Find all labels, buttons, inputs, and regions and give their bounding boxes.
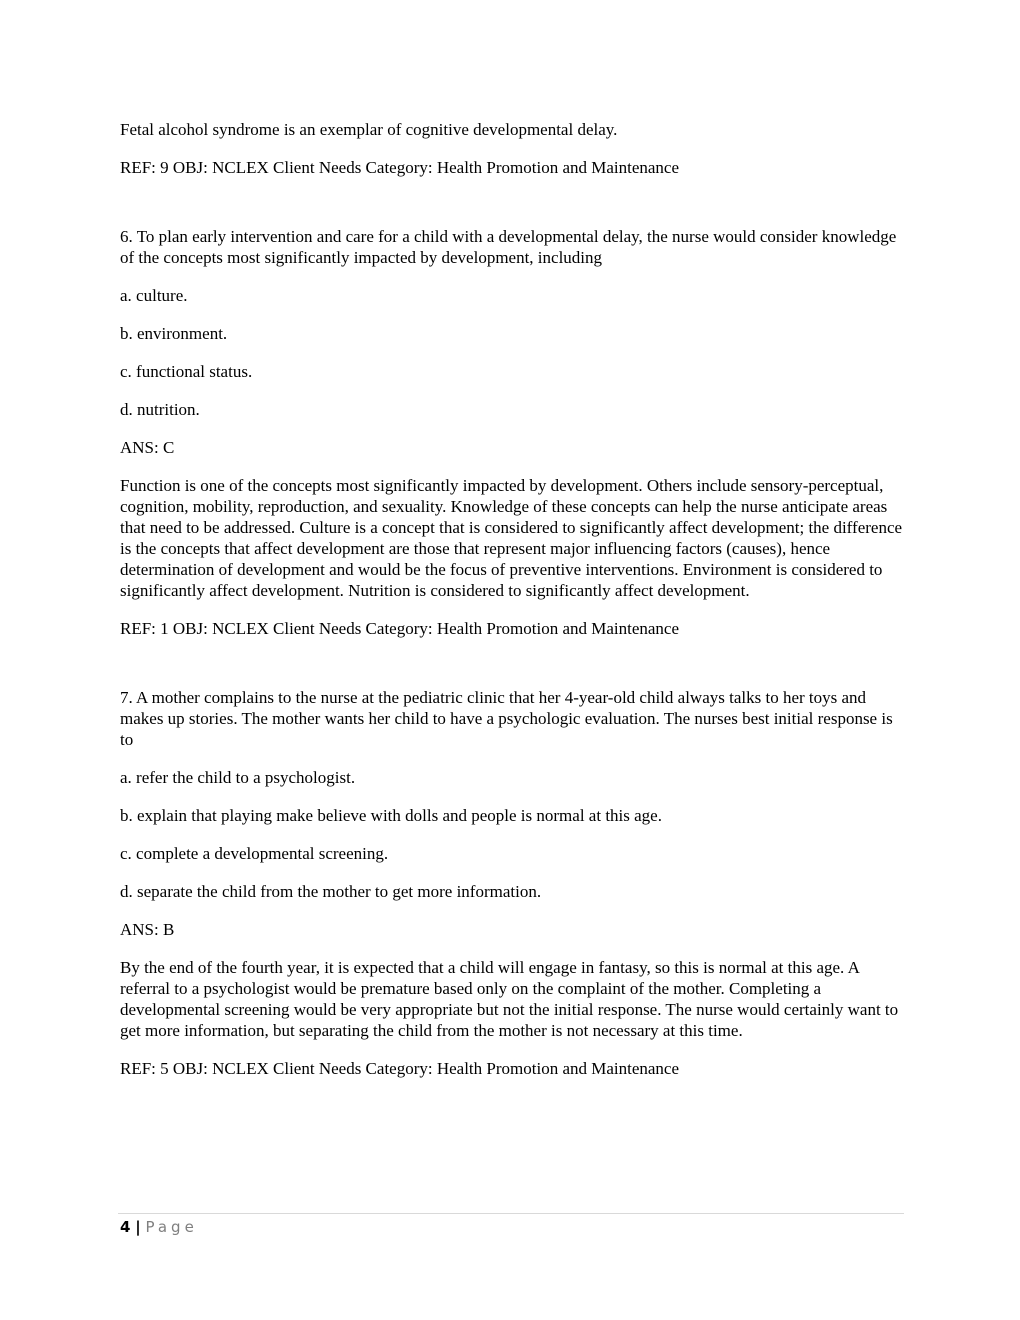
footer-separator: | <box>135 1218 141 1236</box>
reference-line: REF: 5 OBJ: NCLEX Client Needs Category: Health Promotion and Maintenance <box>120 1059 680 1078</box>
answer-key: ANS: C <box>120 438 175 457</box>
rationale-text: Function is one of the concepts most significantly impacted by development. Others include sensory-perceptual, cognition, mobility, reproduction, and sexuality. Knowledge of these concepts can help the nurse anticipate areas that need to be addressed. Culture is a concept that is considered to significantly affect development; the difference is the concepts that affect development are those that represent major influencing factors (causes), hence determination of development and would be the focus of preventive interventions. Environment is considered to significantly affect development. Nutrition is considered to significantly affect development. <box>120 476 903 600</box>
reference-line: REF: 1 OBJ: NCLEX Client Needs Category: Health Promotion and Maintenance <box>120 619 680 638</box>
answer-option: d. separate the child from the mother to get more information. <box>120 882 542 901</box>
question-stem: 7. A mother complains to the nurse at the pediatric clinic that her 4-year-old child always talks to her toys and makes up stories. The mother wants her child to have a psychologic evaluation. The nurses best initial response is to <box>120 688 893 749</box>
answer-option: c. complete a developmental screening. <box>120 844 389 863</box>
answer-option: b. explain that playing make believe with dolls and people is normal at this age. <box>120 806 662 825</box>
rationale-text: Fetal alcohol syndrome is an exemplar of cognitive developmental delay. <box>120 120 618 139</box>
answer-key: ANS: B <box>120 920 175 939</box>
answer-option: c. functional status. <box>120 362 253 381</box>
page-number: 4 <box>120 1218 131 1236</box>
question-stem: 6. To plan early intervention and care for a child with a developmental delay, the nurse would consider knowledge of the concepts most significantly impacted by development, including <box>120 227 897 267</box>
answer-option: a. culture. <box>120 286 188 305</box>
reference-line: REF: 9 OBJ: NCLEX Client Needs Category: Health Promotion and Maintenance <box>120 158 680 177</box>
answer-option: a. refer the child to a psychologist. <box>120 768 356 787</box>
answer-option: b. environment. <box>120 324 228 343</box>
footer-divider <box>118 1213 904 1214</box>
page-content <box>120 119 905 1096</box>
page-footer <box>120 1217 198 1237</box>
page-label: Page <box>145 1218 198 1236</box>
answer-option: d. nutrition. <box>120 400 200 419</box>
rationale-text: By the end of the fourth year, it is expected that a child will engage in fantasy, so this is normal at this age. A referral to a psychologist would be premature based only on the complaint of the mother. Completing a developmental screening would be very appropriate but not the initial response. The nurse would certainly want to get more information, but separating the child from the mother is not necessary at this time. <box>120 958 899 1040</box>
